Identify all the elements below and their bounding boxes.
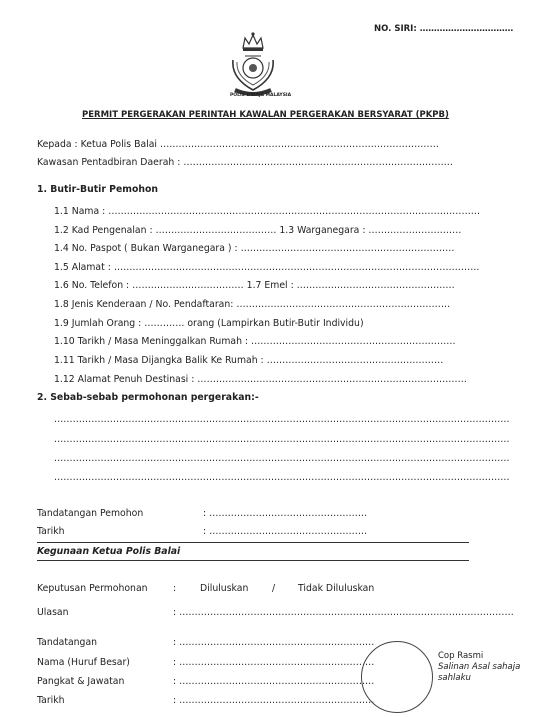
official-stamp-circle [361,641,433,713]
divider-top [37,542,469,543]
officer-rank-label: Pangkat & Jawatan [37,676,125,687]
section2-heading: 2. Sebab-sebab permohonan pergerakan:- [37,392,259,403]
field-leave-time: 1.10 Tarikh / Masa Meninggalkan Rumah : ………………………………………………………… [54,336,456,347]
section1-heading: 1. Butir-Butir Pemohon [37,184,158,195]
emblem-banner-text: POLIS DIRAJA MALAYSIA [230,93,292,98]
applicant-date-label: Tarikh [37,526,65,537]
officer-name-label: Nama (Huruf Besar) [37,657,130,668]
field-vehicle: 1.8 Jenis Kenderaan / No. Pendaftaran: …………………………………………………………… [54,299,451,310]
field-persons: 1.9 Jumlah Orang : …………. orang (Lampirkan Butir-Butir Individu) [54,318,364,329]
officer-date-field: : ……………………………………………………… [173,695,375,706]
field-destination: 1.12 Alamat Penuh Destinasi : …………………………………………………………………………… [54,374,467,385]
decision-slash: / [272,583,276,594]
officer-rank-field: : ……………………………………………………… [173,676,375,687]
stamp-note-line: sahlaku [438,673,471,683]
decision-rejected: Tidak Diluluskan [298,583,375,594]
serial-number: NO. SIRI: …………………………… [374,24,514,34]
decision-colon: : [173,583,177,594]
officer-signature-field: : ……………………………………………………… [173,637,375,648]
decision-approved: Diluluskan [200,583,249,594]
officer-signature-label: Tandatangan [37,637,98,648]
officer-name-field: : ……………………………………………………… [173,657,375,668]
document-title: PERMIT PERGERAKAN PERINTAH KAWALAN PERGERAKAN BERSYARAT (PKPB) [82,110,449,120]
reason-line: ………………………………………………………………………………………………………………………………… [54,472,510,483]
field-address: 1.5 Alamat : ………………………………………………………………………………………………………. [54,262,480,273]
divider-bottom [37,560,469,561]
reason-line: ………………………………………………………………………………………………………………………………… [54,453,510,464]
officer-date-label: Tarikh [37,695,65,706]
stamp-note-line: Cop Rasmi [438,651,484,661]
police-emblem [223,30,283,100]
decision-label: Keputusan Permohonan [37,583,148,594]
remarks-label: Ulasan [37,607,69,618]
reason-line: ………………………………………………………………………………………………………………………………… [54,434,510,445]
applicant-signature-label: Tandatangan Pemohon [37,508,144,519]
field-phone-email: 1.6 No. Telefon : ……………………………… 1.7 Emel : …………………………………………… [54,280,455,291]
field-passport: 1.4 No. Paspot ( Bukan Warganegara ) : …………………………………………………………… [54,243,455,254]
office-use-heading: Kegunaan Ketua Polis Balai [37,546,181,557]
stamp-note-line: Salinan Asal sahaja [438,662,521,672]
field-ic-nationality: 1.2 Kad Pengenalan : ………………………………… 1.3 Warganegara : ………………………… [54,225,462,236]
to-line: Kepada : Ketua Polis Balai ……………………………………………………………………………… [37,139,439,150]
district-line: Kawasan Pentadbiran Daerah : …………………………………………………………………………… [37,157,453,168]
applicant-signature-field: : …………………………………………… [203,508,368,519]
emblem-icon [223,30,283,100]
field-name: 1.1 Nama : ………………………………………………………………………………………………………… [54,206,481,217]
field-return-time: 1.11 Tarikh / Masa Dijangka Balik Ke Rumah : ………………………………………………… [54,355,444,366]
reason-line: ………………………………………………………………………………………………………………………………… [54,414,510,425]
remarks-field: : ……………………………………………………………………………………………… [173,607,514,618]
applicant-date-field: : …………………………………………… [203,526,368,537]
